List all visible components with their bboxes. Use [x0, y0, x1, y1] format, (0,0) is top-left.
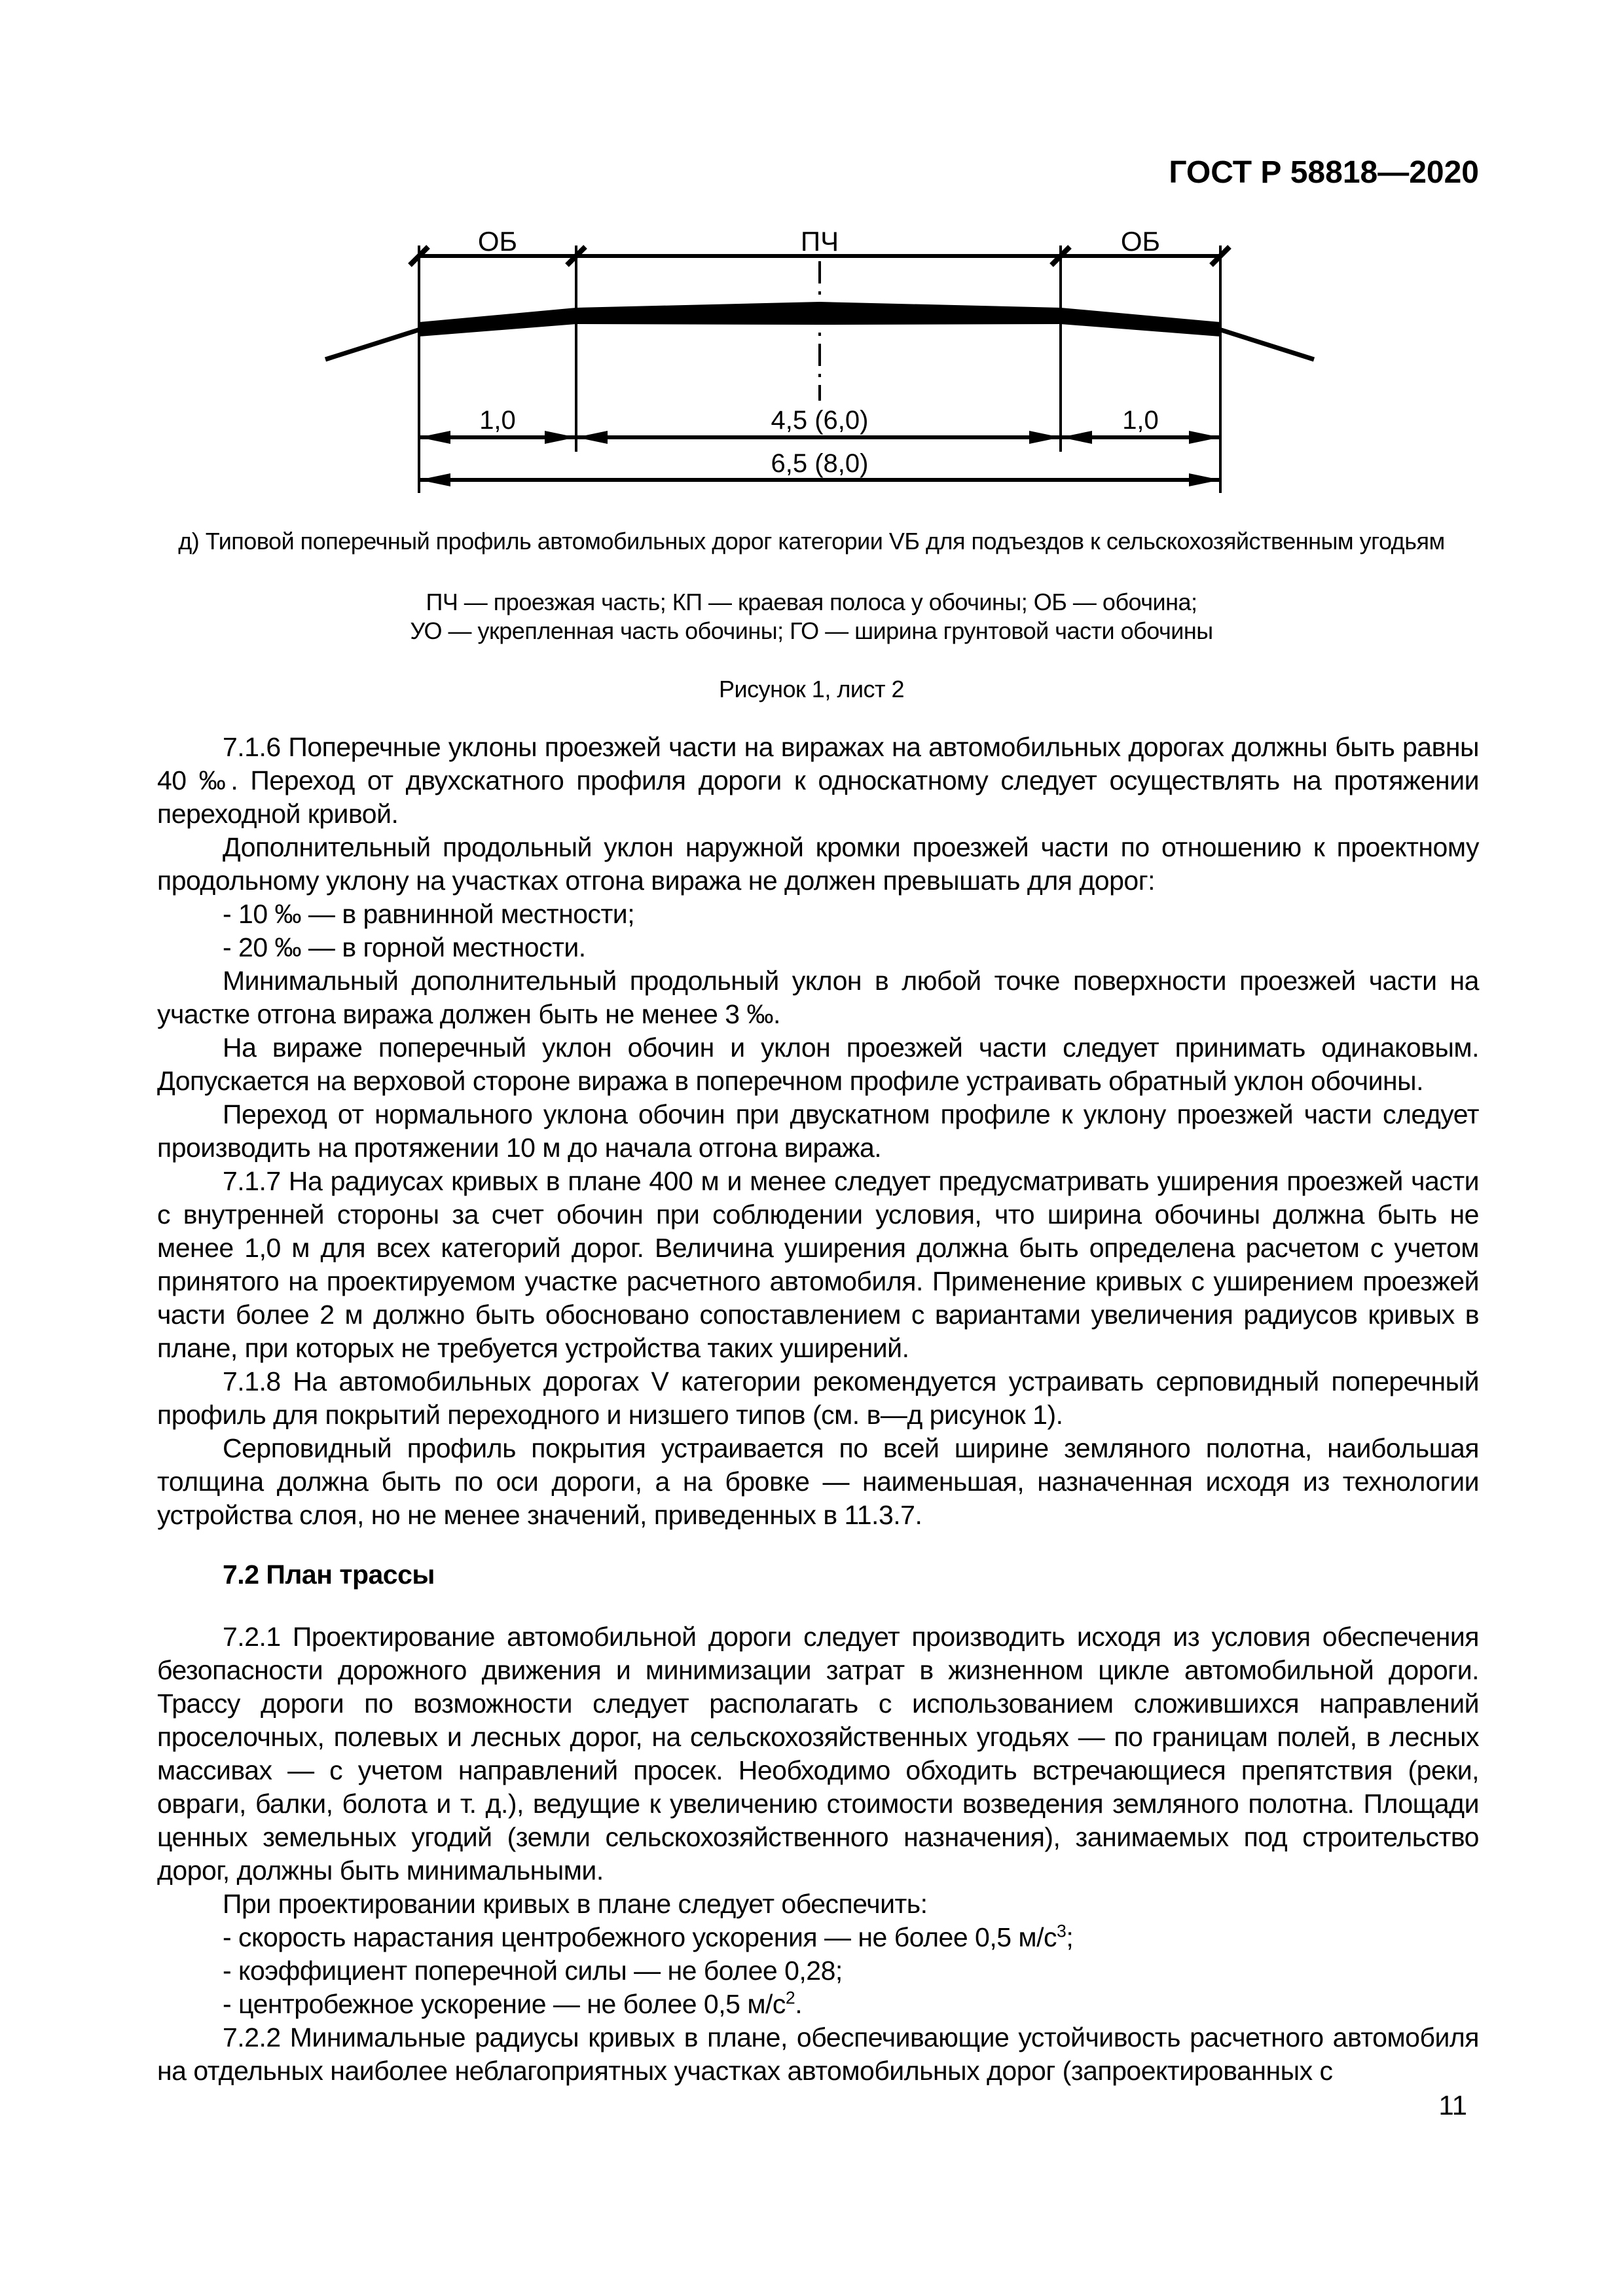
dim-total-width: 6,5 (8,0): [771, 449, 869, 478]
figure-legend-line2: УО — укрепленная часть обочины; ГО — ширина грунтовой части обочины: [410, 617, 1213, 644]
paragraph-7-2-2: 7.2.2 Минимальные радиусы кривых в плане, обеспечивающие устойчивость расчетного автомобиля на отдельных наиболее неблагоприятных участках автомобильных дорог (запроектированных с: [157, 2022, 1479, 2086]
label-shoulder-left: ОБ: [477, 226, 518, 257]
paragraph-curve-slope: На вираже поперечный уклон обочин и уклон проезжей части следует принимать одинаковым. Допускается на верховой стороне виража в поперечном профиле устраивать обратный уклон обочины.: [157, 1032, 1479, 1096]
list-item-lateral-force: - коэффициент поперечной силы — не более 0,28;: [223, 1956, 843, 1986]
page-number: 11: [1438, 2090, 1467, 2121]
paragraph-transition: Переход от нормального уклона обочин при двускатном профиле к уклону проезжей части следует производить на протяжении 10 м до начала отгона виража.: [157, 1099, 1479, 1163]
label-shoulder-right: ОБ: [1120, 226, 1161, 257]
paragraph-7-2-1: 7.2.1 Проектирование автомобильной дороги следует производить исходя из условия обеспечения безопасности дорожного движения и минимизации затрат в жизненном цикле автомобильной дороги. Трассу дороги по возможности следует располагать с использованием сложившихся направлений проселочных, полевых и лесных дорог, на сельскохозяйственных угодьях — по границам полей, в лесных массивах — с учетом направлений просек. Необходимо обходить встречающиеся препятствия (реки, овраги, балки, болота и т. д.), ведущие к увеличению стоимости возведения земляного полотна. Площади ценных земельных угодий (земли сельскохозяйственного назначения), занимаемых под строительство дорог, должны быть минимальными.: [157, 1622, 1479, 1886]
dim-carriageway: 4,5 (6,0): [771, 406, 869, 435]
list-item-acceleration-growth: - скорость нарастания центробежного ускорения — не более 0,5 $м/с^3$;: [223, 1921, 1074, 1952]
road-cross-section-diagram: [288, 216, 1349, 517]
road-surface-profile: [419, 302, 1220, 337]
figure-legend: [0, 588, 1623, 646]
paragraph-min-slope: Минимальный дополнительный продольный уклон в любой точке поверхности проезжей части на участке отгона виража должен быть не менее 3 ‰.: [157, 966, 1479, 1029]
section-heading-7-2: 7.2 План трассы: [223, 1559, 435, 1590]
dim-shoulder-right: 1,0: [1122, 406, 1159, 435]
list-item-mountain-terrain: - 20 ‰ — в горной местности.: [223, 932, 586, 962]
paragraph-crescent-profile: Серповидный профиль покрытия устраивается по всей ширине земляного полотна, наибольшая толщина должна быть по оси дороги, а на бровке — наименьшая, назначенная исходя из технологии устройства слоя, но не менее значений, приведенных в 11.3.7.: [157, 1433, 1479, 1530]
dim-shoulder-left: 1,0: [479, 406, 516, 435]
paragraph-curve-design: При проектировании кривых в плане следует обеспечить:: [223, 1889, 928, 1919]
figure-number-label: Рисунок 1, лист 2: [719, 676, 904, 702]
superscript-exponent: 2: [785, 1988, 795, 2008]
paragraph-7-1-6: 7.1.6 Поперечные уклоны проезжей части на виражах на автомобильных дорогах должны быть равны 40 ‰. Переход от двухскатного профиля дороги к односкатному следует осуществлять на протяжении переходной кривой.: [157, 732, 1479, 829]
standard-number-header: ГОСТ Р 58818—2020: [1169, 155, 1479, 190]
list-item-centrifugal-acceleration: - центробежное ускорение — не более 0,5 $м/с^2$.: [223, 1988, 803, 2019]
body-text-column: [157, 731, 1479, 2088]
paragraph-additional-slope: Дополнительный продольный уклон наружной кромки проезжей части по отношению к проектному продольному уклону на участках отгона виража не должен превышать для дорог:: [157, 832, 1479, 896]
list-item-flat-terrain: - 10 ‰ — в равнинной местности;: [223, 899, 635, 929]
label-carriageway: ПЧ: [800, 226, 839, 257]
superscript-exponent: 3: [1057, 1921, 1067, 1941]
figure-legend-line1: ПЧ — проезжая часть; КП — краевая полоса у обочины; ОБ — обочина;: [426, 589, 1197, 615]
paragraph-7-1-8: 7.1.8 На автомобильных дорогах V категории рекомендуется устраивать серповидный поперечный профиль для покрытий переходного и низшего типов (см. в—д рисунок 1).: [157, 1366, 1479, 1430]
figure-caption: д) Типовой поперечный профиль автомобильных дорог категории VБ для подъездов к сельскохозяйственным угодьям: [178, 528, 1445, 555]
paragraph-7-1-7: 7.1.7 На радиусах кривых в плане 400 м и менее следует предусматривать уширения проезжей части с внутренней стороны за счет обочин при соблюдении условия, что ширина обочины должна быть не менее 1,0 м для всех категорий дорог. Величина уширения должна быть определена расчетом с учетом принятого на проектируемом участке расчетного автомобиля. Применение кривых с уширением проезжей части более 2 м должно быть обосновано сопоставлением с вариантами увеличения радиусов кривых в плане, при которых не требуется устройства таких уширений.: [157, 1166, 1479, 1363]
